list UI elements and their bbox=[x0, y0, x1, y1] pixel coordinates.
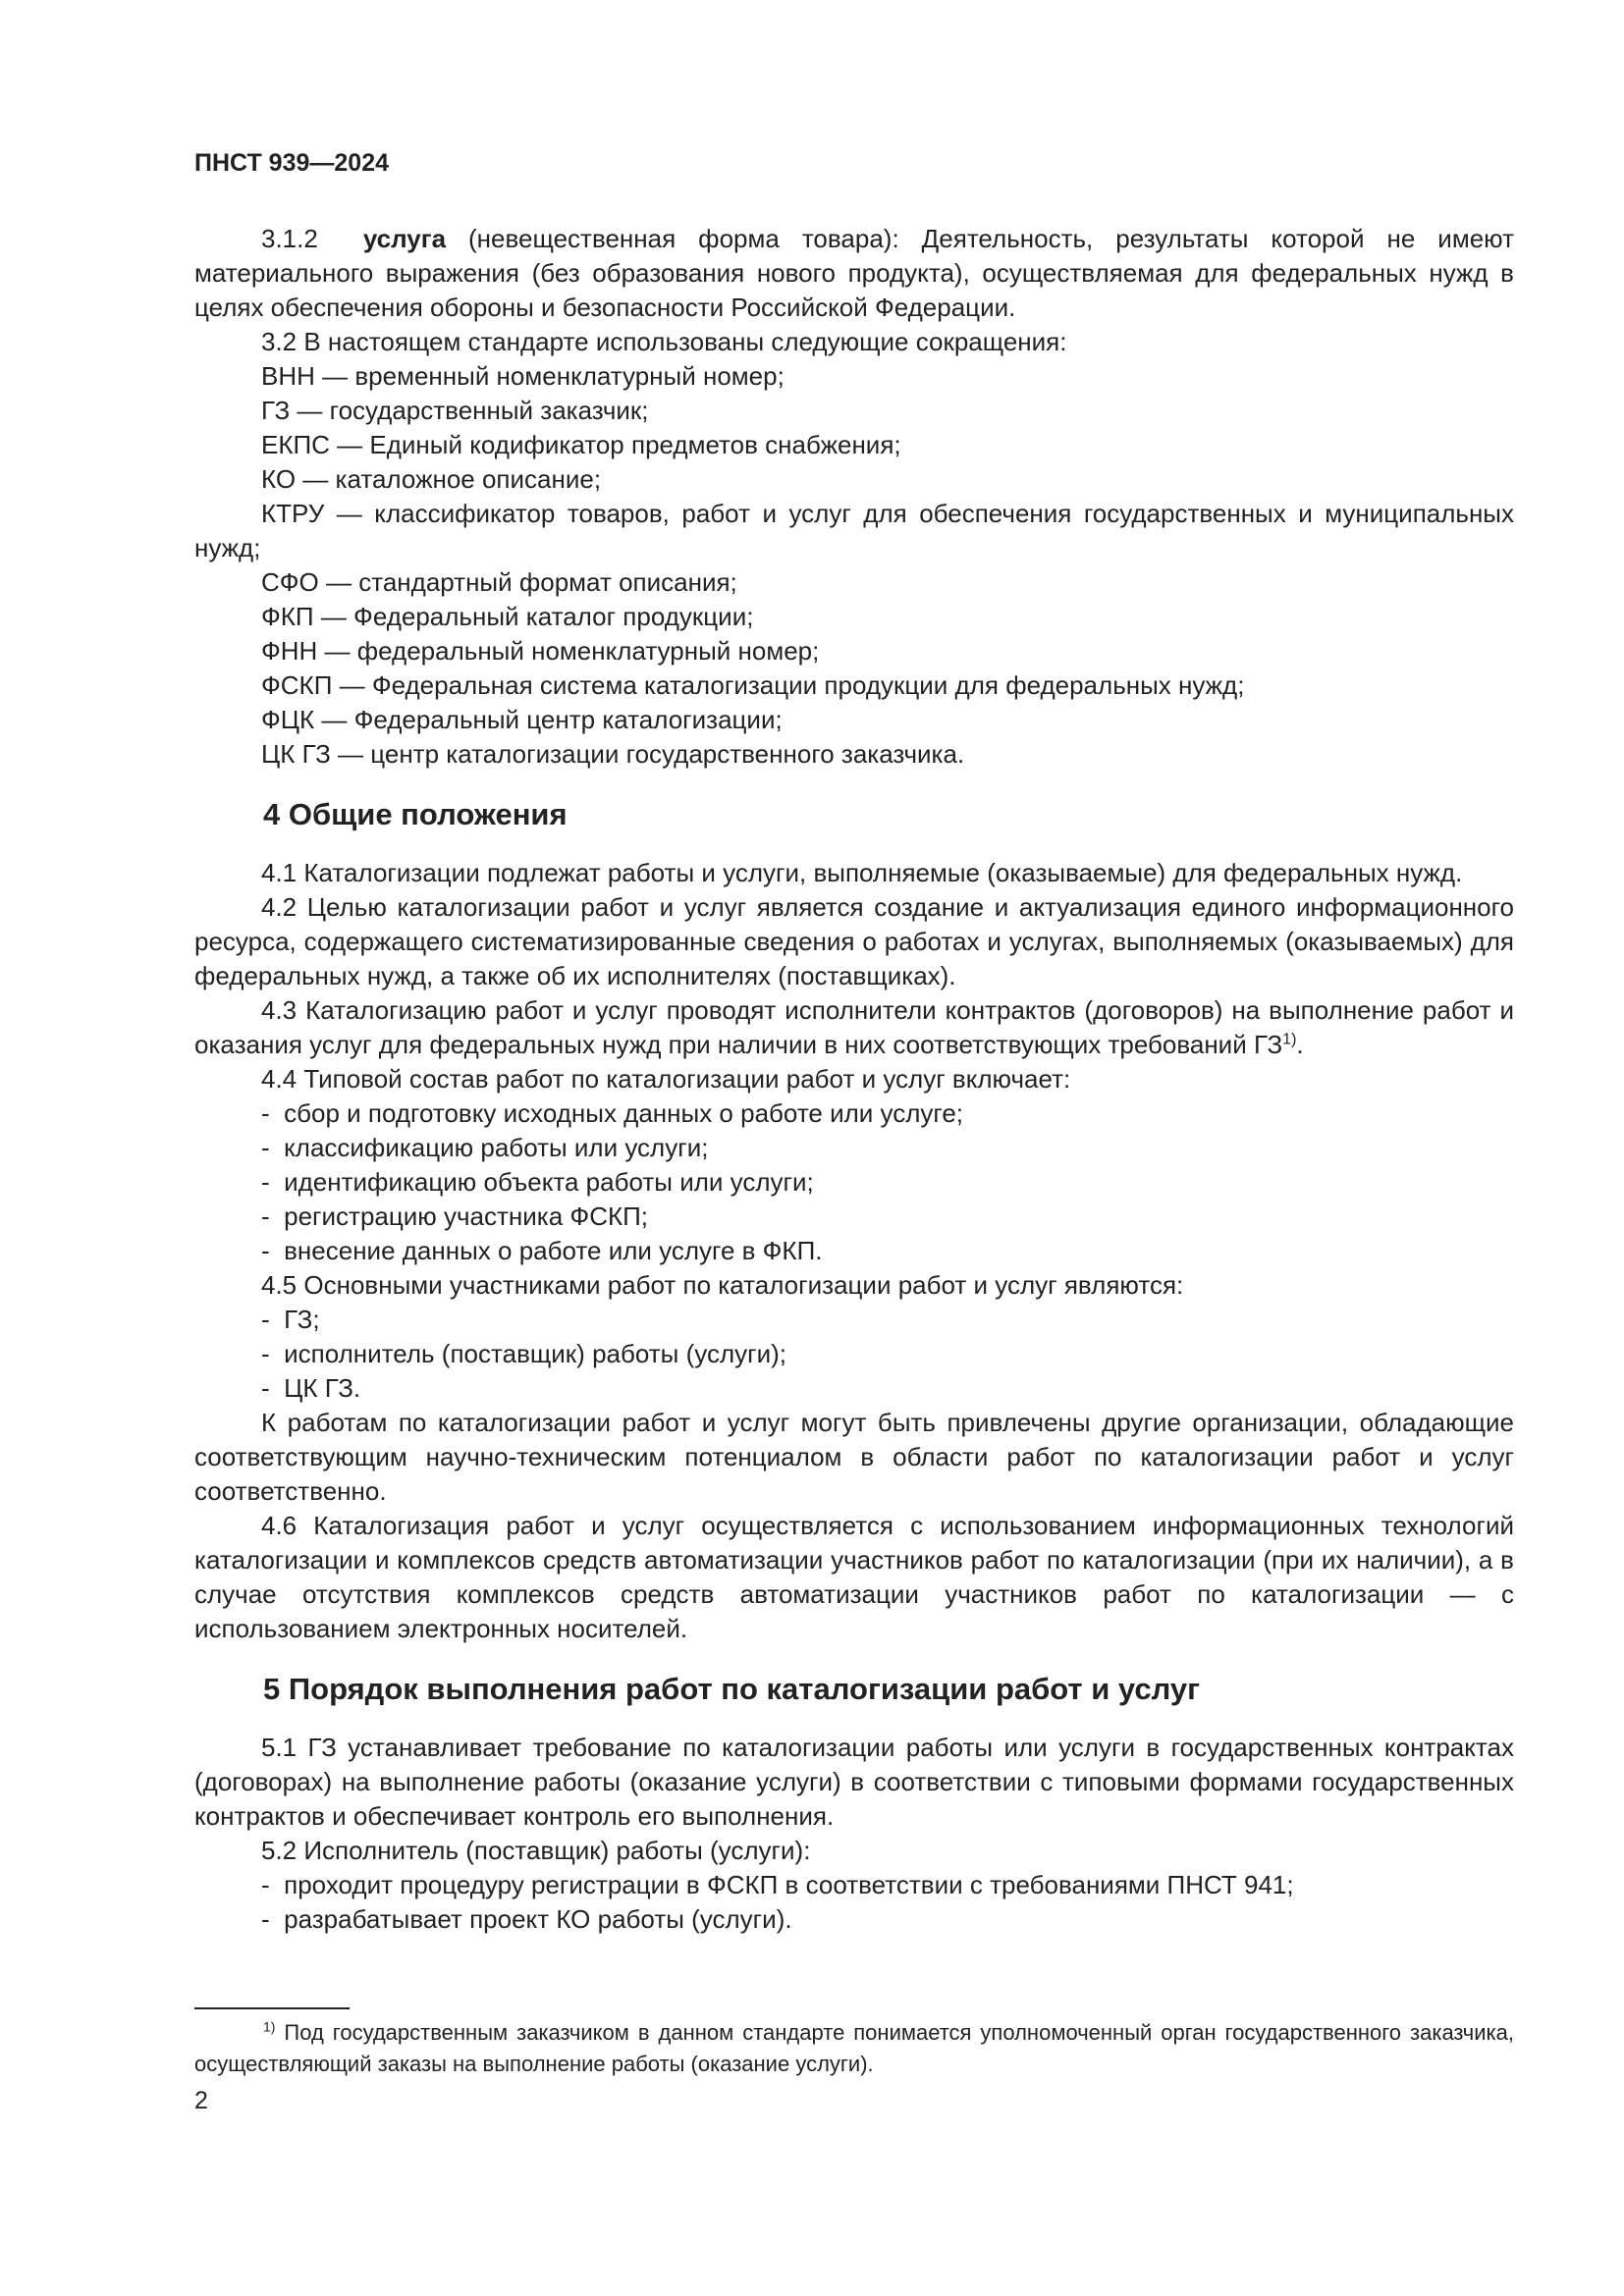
list-item: - идентификацию объекта работы или услуги; bbox=[194, 1165, 1514, 1200]
footnote-ref: 1) bbox=[1282, 1031, 1297, 1048]
clause-4-2: 4.2 Целью каталогизации работ и услуг является создание и актуализация единого информационного ресурса, содержащего систематизированные сведения о работах и услугах, выполняемых (оказываемых) для федеральных нужд, а также об их исполнителях (поставщиках). bbox=[194, 892, 1514, 990]
list-item: - сбор и подготовку исходных данных о работе или услуге; bbox=[194, 1096, 1514, 1131]
clause-4-4-list bbox=[194, 1096, 1514, 1268]
abbreviation-item: ФЦК — Федеральный центр каталогизации; bbox=[261, 705, 783, 734]
clause-4-6: 4.6 Каталогизация работ и услуг осуществляется с использованием информационных технологий каталогизации и комплексов средств автоматизации участников работ по каталогизации (при их наличии), а в случае отсутствия комплексов средств автоматизации участников работ по каталогизации — с использованием электронных носителей. bbox=[194, 1511, 1514, 1643]
clause-3-2: 3.2 В настоящем стандарте использованы следующие сокращения: bbox=[261, 327, 1067, 356]
abbreviation-item: КТРУ — классификатор товаров, работ и услуг для обеспечения государственных и муниципальных нужд; bbox=[194, 499, 1514, 562]
clause-5-1: 5.1 ГЗ устанавливает требование по каталогизации работы или услуги в государственных контрактах (договорах) на выполнение работы (оказание услуги) в соответствии с типовыми формами государственных контрактов и обеспечивает контроль его выполнения. bbox=[194, 1733, 1514, 1831]
abbreviation-list bbox=[194, 359, 1514, 772]
clause-4-5: 4.5 Основными участниками работ по каталогизации работ и услуг являются: bbox=[261, 1270, 1184, 1300]
list-item: - классификацию работы или услуги; bbox=[194, 1131, 1514, 1165]
list-item: - исполнитель (поставщик) работы (услуги); bbox=[194, 1337, 1514, 1371]
list-item: - регистрацию участника ФСКП; bbox=[194, 1200, 1514, 1234]
clause-5-2-list bbox=[194, 1868, 1514, 1937]
section-4-heading: 4 Общие положения bbox=[263, 797, 568, 831]
clause-4-5-list bbox=[194, 1303, 1514, 1406]
clause-5-2: 5.2 Исполнитель (поставщик) работы (услуги): bbox=[261, 1836, 811, 1865]
abbreviation-item: ЦК ГЗ — центр каталогизации государственного заказчика. bbox=[261, 739, 965, 769]
abbreviation-item: ФНН — федеральный номенклатурный номер; bbox=[261, 636, 820, 666]
term-definition: (невещественная форма товара): Деятельность, результаты которой не имеют материального выражения (без образования нового продукта), осуществляемая для федеральных нужд в целях обеспечения обороны и безопасности Российской Федерации. bbox=[194, 224, 1515, 322]
abbreviation-item: ГЗ — государственный заказчик; bbox=[261, 396, 649, 425]
page-number: 2 bbox=[194, 2087, 208, 2114]
clause-4-5-note: К работам по каталогизации работ и услуг могут быть привлечены другие организации, обладающие соответствующим научно-техническим потенциалом в области работ по каталогизации работ и услуг соответственно. bbox=[194, 1408, 1514, 1506]
section-5-heading: 5 Порядок выполнения работ по каталогизации работ и услуг bbox=[263, 1672, 1201, 1706]
abbreviation-item: СФО — стандартный формат описания; bbox=[261, 567, 737, 597]
abbreviation-item: ФКП — Федеральный каталог продукции; bbox=[261, 602, 754, 631]
footnote-divider bbox=[194, 2007, 350, 2009]
footnote-text: Под государственным заказчиком в данном стандарте понимается уполномоченный орган государственного заказчика, осуществляющий заказы на выполнение работы (оказание услуги). bbox=[194, 2020, 1514, 2076]
clause-4-3-text: 4.3 Каталогизацию работ и услуг проводят исполнители контрактов (договоров) на выполнение работ и оказания услуг для федеральных нужд при наличии в них соответствующих требований ГЗ bbox=[194, 995, 1514, 1059]
clause-4-3-end: . bbox=[1296, 1030, 1304, 1059]
abbreviation-item: ВНН — временный номенклатурный номер; bbox=[261, 361, 785, 391]
list-item: - ГЗ; bbox=[194, 1303, 1514, 1337]
abbreviation-item: ЕКПС — Единый кодификатор предметов снабжения; bbox=[261, 430, 901, 459]
clause-4-1: 4.1 Каталогизации подлежат работы и услуги, выполняемые (оказываемые) для федеральных нужд. bbox=[261, 858, 1463, 887]
clause-4-3 bbox=[194, 993, 1514, 1062]
footnote-mark: 1) bbox=[263, 2018, 276, 2035]
list-item: - разрабатывает проект КО работы (услуги). bbox=[194, 1902, 1514, 1937]
term: услуга bbox=[362, 224, 447, 253]
clause-number: 3.1.2 bbox=[261, 224, 318, 253]
list-item: - проходит процедуру регистрации в ФСКП в соответствии с требованиями ПНСТ 941; bbox=[194, 1868, 1514, 1902]
clause-3-1-2 bbox=[194, 222, 1514, 325]
footnote bbox=[194, 2017, 1514, 2080]
list-item: - ЦК ГЗ. bbox=[194, 1371, 1514, 1406]
list-item: - внесение данных о работе или услуге в ФКП. bbox=[194, 1234, 1514, 1268]
document-header: ПНСТ 939—2024 bbox=[194, 149, 389, 177]
abbreviation-item: ФСКП — Федеральная система каталогизации продукции для федеральных нужд; bbox=[261, 670, 1245, 700]
document-body bbox=[194, 222, 1514, 1937]
abbreviation-item: КО — каталожное описание; bbox=[261, 464, 602, 494]
clause-4-4: 4.4 Типовой состав работ по каталогизации работ и услуг включает: bbox=[261, 1064, 1071, 1094]
